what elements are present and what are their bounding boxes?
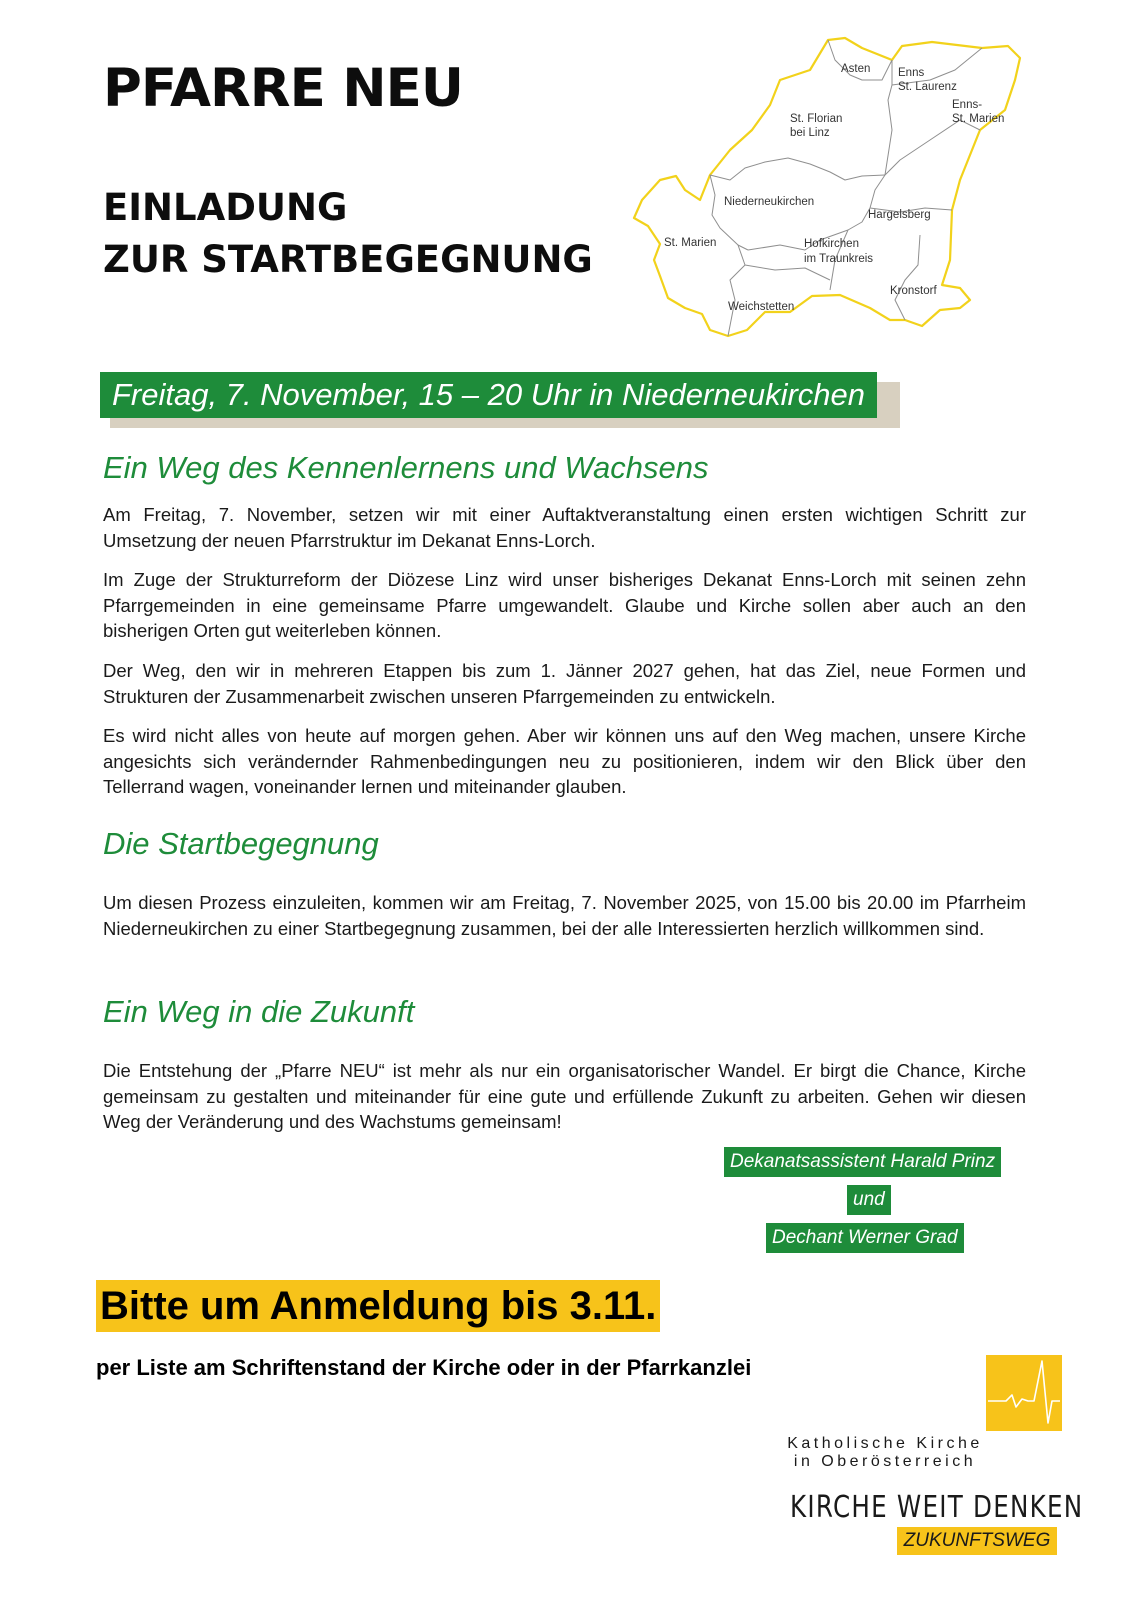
map-label-weichstetten: Weichstetten bbox=[728, 301, 795, 313]
subtitle-line-1: EINLADUNG bbox=[103, 186, 348, 229]
boundary-enns-laurenz bbox=[885, 60, 892, 175]
map-label-florian-2: bei Linz bbox=[790, 127, 830, 139]
boundary-florian bbox=[710, 158, 885, 180]
paragraph-4: Es wird nicht alles von heute auf morgen gehen. Aber wir können uns auf den Weg machen, unsere Kirche angesichts sich verändernder Rahmenbedingungen neu zu positionieren, indem wir den Blick über den Tellerrand wagen, voneinander lernen und miteinander glauben. bbox=[103, 725, 1026, 797]
signature-harald-prinz: Dekanatsassistent Harald Prinz bbox=[724, 1147, 1001, 1177]
section-heading-startbegegnung: Die Startbegegnung bbox=[103, 826, 379, 861]
paragraph-startbegegnung: Um diesen Prozess einzuleiten, kommen wir am Freitag, 7. November 2025, von 15.00 bis 20.00 im Pfarrheim Niederneukirchen zu einer Startbegegnung zusammen, bei der alle Interessierten herzlich willkommen sind. bbox=[103, 892, 1026, 939]
page-title: PFARRE NEU bbox=[103, 58, 463, 119]
paragraph-2: Im Zuge der Strukturreform der Diözese Linz wird unser bisheriges Dekanat Enns-Lorch mit seinen zehn Pfarrgemeinden in eine gemeinsame Pfarre umgewandelt. Glaube und Kirche sollen aber auch an den bisherigen Orten gut weiterleben können. bbox=[103, 569, 1026, 641]
map-label-niederneukirchen: Niederneukirchen bbox=[724, 196, 815, 208]
signature-werner-grad: Dechant Werner Grad bbox=[766, 1223, 964, 1253]
map-label-enns-marien-1: Enns- bbox=[952, 99, 983, 111]
page-subtitle bbox=[103, 182, 593, 286]
signature-und: und bbox=[847, 1185, 891, 1215]
map-label-florian-1: St. Florian bbox=[790, 113, 843, 125]
boundary-weichstetten-east bbox=[745, 265, 830, 280]
map-label-enns-marien-2: St. Marien bbox=[952, 113, 1005, 125]
map-labels bbox=[664, 63, 1004, 313]
map-label-asten: Asten bbox=[841, 63, 871, 75]
section-heading-zukunft: Ein Weg in die Zukunft bbox=[103, 994, 415, 1029]
section-heading-kennenlernen: Ein Weg des Kennenlernens und Wachsens bbox=[103, 450, 709, 485]
paragraph-1: Am Freitag, 7. November, setzen wir mit einer Auftaktveranstaltung einen ersten wichtigen Schritt zur Umsetzung der neuen Pfarrstruktur im Dekanat Enns-Lorch. bbox=[103, 504, 1026, 551]
paragraph-zukunft: Die Entstehung der „Pfarre NEU“ ist mehr als nur ein organisatorischer Wandel. Er birgt die Chance, Kirche gemeinsam zu gestalten und miteinander für eine gute und erfüllende Zukunft zu arbeiten. Gehen wir diesen Weg der Veränderung und des Wachstums gemeinsam! bbox=[103, 1060, 1026, 1132]
boundary-kronstorf bbox=[895, 235, 920, 320]
registration-subtitle: per Liste am Schriftenstand der Kirche oder in der Pfarrkanzlei bbox=[96, 1355, 752, 1380]
map-outline bbox=[634, 38, 1020, 336]
slogan-tag: ZUKUNFTSWEG bbox=[897, 1527, 1057, 1555]
slogan: KIRCHE WEIT DENKEN bbox=[790, 1490, 1084, 1525]
map-label-enns-1: Enns bbox=[898, 67, 925, 79]
subtitle-line-2: ZUR STARTBEGEGNUNG bbox=[103, 238, 593, 281]
map-label-hofkirchen-1: Hofkirchen bbox=[804, 238, 859, 250]
paragraph-3: Der Weg, den wir in mehreren Etappen bis zum 1. Jänner 2027 gehen, hat das Ziel, neue Formen und Strukturen der Zusammenarbeit zwischen unseren Pfarrgemeinden zu entwickeln. bbox=[103, 660, 1026, 707]
heartbeat-logo-icon bbox=[986, 1355, 1062, 1431]
org-name-line-1: Katholische Kirche bbox=[787, 1435, 983, 1452]
boundary-weichstetten bbox=[728, 245, 745, 336]
map-label-kronstorf: Kronstorf bbox=[890, 285, 937, 297]
boundary-hargelsberg bbox=[830, 175, 885, 290]
event-banner: Freitag, 7. November, 15 – 20 Uhr in Niederneukirchen bbox=[100, 372, 877, 418]
org-name-line-2: in Oberösterreich bbox=[793, 1453, 977, 1470]
map-label-enns-2: St. Laurenz bbox=[898, 81, 957, 93]
map-label-hargelsberg: Hargelsberg bbox=[868, 209, 931, 221]
map-label-hofkirchen-2: im Traunkreis bbox=[804, 253, 874, 265]
registration-title: Bitte um Anmeldung bis 3.11. bbox=[96, 1280, 660, 1332]
deanery-map bbox=[630, 30, 1050, 360]
map-label-st-marien: St. Marien bbox=[664, 237, 717, 249]
